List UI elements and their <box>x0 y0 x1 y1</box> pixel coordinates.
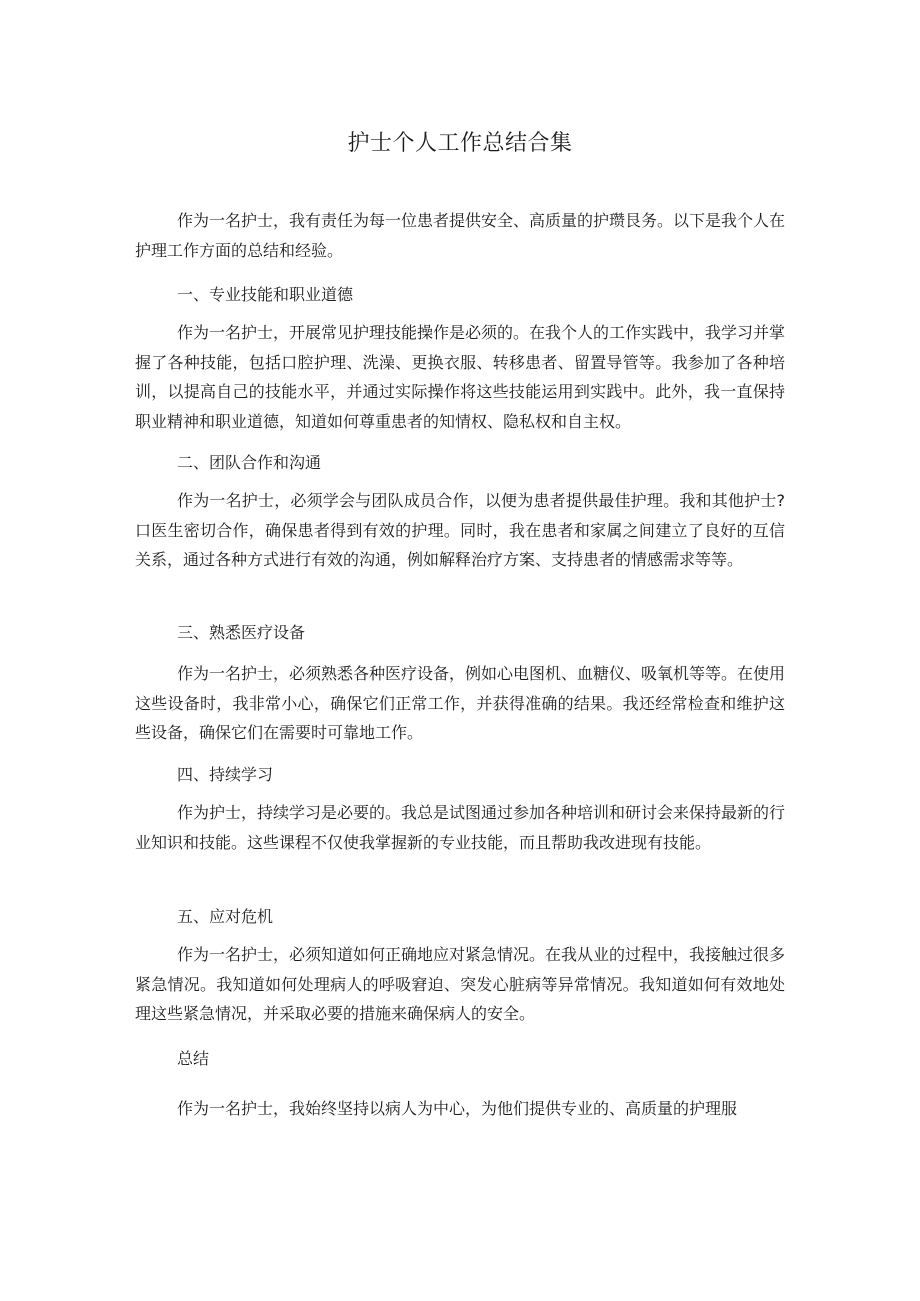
section-body-1: 作为一名护士，开展常见护理技能操作是必须的。在我个人的工作实践中，我学习并掌握了各种技能，包括口腔护理、洗澡、更换衣服、转移患者、留置导管等。我参加了各种培训，以提高自己的技能水平，并通过实际操作将这些技能运用到实践中。此外，我一直保持职业精神和职业道德，知道如何尊重患者的知情权、隐私权和自主权。 <box>135 323 786 431</box>
summary-heading: 总结 <box>177 1049 210 1068</box>
section-heading-5: 五、应对危机 <box>177 907 274 926</box>
section-body-5: 作为一名护士，必须知道如何正确地应对紧急情况。在我从业的过程中，我接触过很多紧急情况。我知道如何处理病人的呼吸窘迫、突发心脏病等异常情况。我知道如何有效地处理这些紧急情况，并采取必要的措施来确保病人的安全。 <box>135 945 786 1023</box>
section-heading-3: 三、熟悉医疗设备 <box>177 623 306 642</box>
intro-paragraph: 作为一名护士，我有责任为每一位患者提供安全、高质量的护瓒艮务。以下是我个人在护理工作方面的总结和经验。 <box>135 211 786 260</box>
summary-body: 作为一名护士，我始终坚持以病人为中心，为他们提供专业的、高质量的护理服 <box>177 1099 738 1118</box>
section-heading-4: 四、持续学习 <box>177 765 274 784</box>
section-body-4: 作为护士，持续学习是必要的。我总是试图通过参加各种培训和研讨会来保持最新的行业知识和技能。这些课程不仅使我掌握新的专业技能，而且帮助我改进现有技能。 <box>135 803 786 852</box>
section-body-2: 作为一名护士，必须学会与团队成员合作，以便为患者提供最佳护理。我和其他护士?口医生密切合作，确保患者得到有效的护理。同时，我在患者和家属之间建立了良好的互信关系，通过各种方式进行有效的沟通，例如解释治疗方案、支持患者的情感需求等等。 <box>135 491 785 569</box>
document-title: 护士个人工作总结合集 <box>347 131 573 156</box>
section-body-3: 作为一名护士，必须熟悉各种医疗设备，例如心电图机、血糖仪、吸氧机等等。在使用这些设备时，我非常小心，确保它们正常工作，并获得准确的结果。我还经常检查和维护这些设备，确保它们在需要时可靠地工作。 <box>135 664 786 742</box>
section-heading-2: 二、团队合作和沟通 <box>177 453 322 472</box>
section-heading-1: 一、专业技能和职业道德 <box>177 285 354 304</box>
